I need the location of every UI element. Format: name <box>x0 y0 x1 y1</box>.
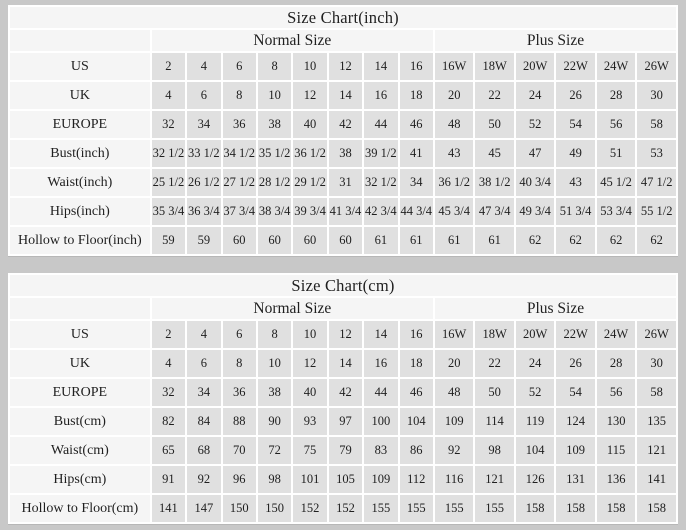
size-cell: 104 <box>400 408 433 435</box>
size-cell: 28 <box>597 82 635 109</box>
size-cell: 55 1/2 <box>637 198 676 225</box>
size-cell: 44 3/4 <box>400 198 433 225</box>
size-cell: 30 <box>637 350 676 377</box>
size-cell: 4 <box>187 53 220 80</box>
size-cell: 10 <box>293 53 326 80</box>
corner-cell <box>10 30 150 51</box>
size-cell: 75 <box>293 437 326 464</box>
table-row <box>10 169 676 196</box>
size-cell: 121 <box>637 437 676 464</box>
row-label: Bust(inch) <box>10 140 150 167</box>
size-cell: 47 1/2 <box>637 169 676 196</box>
size-cell: 114 <box>475 408 513 435</box>
size-cell: 141 <box>152 495 185 522</box>
size-cell: 14 <box>329 82 362 109</box>
table-row <box>10 379 676 406</box>
size-cell: 18W <box>475 53 513 80</box>
group-header-plus-size: Plus Size <box>435 30 676 51</box>
size-cell: 98 <box>258 466 291 493</box>
size-cell: 112 <box>400 466 433 493</box>
size-cell: 35 3/4 <box>152 198 185 225</box>
size-cell: 41 3/4 <box>329 198 362 225</box>
size-cell: 6 <box>187 350 220 377</box>
size-cell: 39 3/4 <box>293 198 326 225</box>
row-label: Waist(inch) <box>10 169 150 196</box>
size-cell: 16W <box>435 321 473 348</box>
size-cell: 12 <box>329 321 362 348</box>
size-cell: 48 <box>435 379 473 406</box>
size-cell: 20W <box>516 53 554 80</box>
size-cell: 27 1/2 <box>223 169 256 196</box>
size-cell: 16 <box>400 321 433 348</box>
row-label: Hips(cm) <box>10 466 150 493</box>
size-cell: 10 <box>293 321 326 348</box>
size-cell: 37 3/4 <box>223 198 256 225</box>
size-cell: 88 <box>223 408 256 435</box>
size-cell: 32 <box>152 111 185 138</box>
size-cell: 42 <box>329 111 362 138</box>
size-cell: 12 <box>293 350 326 377</box>
size-cell: 92 <box>187 466 220 493</box>
size-cell: 24W <box>597 53 635 80</box>
size-cell: 155 <box>435 495 473 522</box>
title-row <box>10 275 676 296</box>
table-row <box>10 408 676 435</box>
size-cell: 83 <box>364 437 397 464</box>
size-cell: 14 <box>364 321 397 348</box>
size-cell: 32 <box>152 379 185 406</box>
size-cell: 38 3/4 <box>258 198 291 225</box>
size-cell: 50 <box>475 111 513 138</box>
size-cell: 14 <box>364 53 397 80</box>
size-cell: 158 <box>597 495 635 522</box>
size-cell: 40 3/4 <box>516 169 554 196</box>
size-cell: 52 <box>516 379 554 406</box>
size-cell: 4 <box>152 82 185 109</box>
size-cell: 38 <box>329 140 362 167</box>
size-cell: 44 <box>364 111 397 138</box>
size-cell: 25 1/2 <box>152 169 185 196</box>
size-cell: 53 3/4 <box>597 198 635 225</box>
size-cell: 109 <box>364 466 397 493</box>
size-cell: 36 1/2 <box>435 169 473 196</box>
size-cell: 38 1/2 <box>475 169 513 196</box>
size-cell: 26 1/2 <box>187 169 220 196</box>
size-cell: 155 <box>475 495 513 522</box>
size-cell: 35 1/2 <box>258 140 291 167</box>
size-cell: 70 <box>223 437 256 464</box>
size-cell: 131 <box>556 466 594 493</box>
size-cell: 104 <box>516 437 554 464</box>
size-cell: 93 <box>293 408 326 435</box>
size-cell: 51 <box>597 140 635 167</box>
size-cell: 62 <box>637 227 676 254</box>
table-row <box>10 140 676 167</box>
size-cell: 8 <box>223 350 256 377</box>
size-cell: 34 <box>400 169 433 196</box>
group-header-normal-size: Normal Size <box>152 298 433 319</box>
row-label: Hollow to Floor(cm) <box>10 495 150 522</box>
size-cell: 40 <box>293 379 326 406</box>
size-cell: 32 1/2 <box>364 169 397 196</box>
size-cell: 61 <box>364 227 397 254</box>
size-cell: 8 <box>258 321 291 348</box>
size-cell: 12 <box>329 53 362 80</box>
size-cell: 26W <box>637 53 676 80</box>
size-cell: 20W <box>516 321 554 348</box>
row-label: UK <box>10 350 150 377</box>
size-cell: 6 <box>223 321 256 348</box>
size-cell: 96 <box>223 466 256 493</box>
size-cell: 10 <box>258 350 291 377</box>
table-row <box>10 111 676 138</box>
row-label: Bust(cm) <box>10 408 150 435</box>
size-cell: 8 <box>223 82 256 109</box>
size-cell: 44 <box>364 379 397 406</box>
corner-cell <box>10 298 150 319</box>
size-cell: 41 <box>400 140 433 167</box>
size-cell: 16 <box>400 53 433 80</box>
size-cell: 4 <box>187 321 220 348</box>
size-cell: 116 <box>435 466 473 493</box>
size-cell: 18 <box>400 350 433 377</box>
size-cell: 150 <box>223 495 256 522</box>
group-header-normal-size: Normal Size <box>152 30 433 51</box>
size-cell: 82 <box>152 408 185 435</box>
size-cell: 24W <box>597 321 635 348</box>
group-header-row <box>10 30 676 51</box>
size-cell: 26W <box>637 321 676 348</box>
size-cell: 34 1/2 <box>223 140 256 167</box>
size-cell: 54 <box>556 111 594 138</box>
size-cell: 91 <box>152 466 185 493</box>
size-cell: 136 <box>597 466 635 493</box>
size-cell: 61 <box>400 227 433 254</box>
size-cell: 24 <box>516 82 554 109</box>
size-cell: 34 <box>187 379 220 406</box>
size-cell: 20 <box>435 350 473 377</box>
size-cell: 150 <box>258 495 291 522</box>
size-cell: 61 <box>475 227 513 254</box>
size-cell: 152 <box>293 495 326 522</box>
size-cell: 22 <box>475 82 513 109</box>
size-cell: 61 <box>435 227 473 254</box>
size-cell: 115 <box>597 437 635 464</box>
title-row <box>10 7 676 28</box>
size-cell: 58 <box>637 111 676 138</box>
size-cell: 60 <box>223 227 256 254</box>
size-cell: 56 <box>597 111 635 138</box>
size-cell: 10 <box>258 82 291 109</box>
size-cell: 130 <box>597 408 635 435</box>
size-cell: 62 <box>556 227 594 254</box>
size-cell: 52 <box>516 111 554 138</box>
size-cell: 59 <box>152 227 185 254</box>
row-label: EUROPE <box>10 111 150 138</box>
table-row <box>10 82 676 109</box>
size-cell: 33 1/2 <box>187 140 220 167</box>
size-cell: 16 <box>364 350 397 377</box>
size-cell: 43 <box>435 140 473 167</box>
size-cell: 40 <box>293 111 326 138</box>
size-cell: 50 <box>475 379 513 406</box>
size-cell: 42 3/4 <box>364 198 397 225</box>
size-cell: 12 <box>293 82 326 109</box>
size-cell: 38 <box>258 379 291 406</box>
size-cell: 155 <box>364 495 397 522</box>
size-chart-cm-table <box>8 273 678 524</box>
size-cell: 2 <box>152 53 185 80</box>
group-header-row <box>10 298 676 319</box>
size-cell: 43 <box>556 169 594 196</box>
size-cell: 28 <box>597 350 635 377</box>
size-cell: 47 3/4 <box>475 198 513 225</box>
size-cell: 6 <box>223 53 256 80</box>
size-cell: 68 <box>187 437 220 464</box>
size-cell: 72 <box>258 437 291 464</box>
table-row <box>10 321 676 348</box>
size-cell: 101 <box>293 466 326 493</box>
size-cell: 29 1/2 <box>293 169 326 196</box>
size-cell: 100 <box>364 408 397 435</box>
size-cell: 34 <box>187 111 220 138</box>
table-row <box>10 466 676 493</box>
size-cell: 46 <box>400 111 433 138</box>
size-cell: 158 <box>637 495 676 522</box>
size-cell: 126 <box>516 466 554 493</box>
size-cell: 36 1/2 <box>293 140 326 167</box>
size-cell: 141 <box>637 466 676 493</box>
size-cell: 65 <box>152 437 185 464</box>
size-cell: 16 <box>364 82 397 109</box>
size-cell: 158 <box>556 495 594 522</box>
table-title-cm: Size Chart(cm) <box>10 275 676 296</box>
size-cell: 22W <box>556 321 594 348</box>
size-cell: 22 <box>475 350 513 377</box>
size-cell: 109 <box>435 408 473 435</box>
size-cell: 22W <box>556 53 594 80</box>
size-cell: 53 <box>637 140 676 167</box>
size-cell: 58 <box>637 379 676 406</box>
size-cell: 31 <box>329 169 362 196</box>
size-cell: 39 1/2 <box>364 140 397 167</box>
row-label: Hips(inch) <box>10 198 150 225</box>
size-cell: 32 1/2 <box>152 140 185 167</box>
size-cell: 18W <box>475 321 513 348</box>
size-cell: 42 <box>329 379 362 406</box>
size-cell: 45 <box>475 140 513 167</box>
size-cell: 59 <box>187 227 220 254</box>
size-cell: 24 <box>516 350 554 377</box>
size-cell: 45 1/2 <box>597 169 635 196</box>
size-cell: 16W <box>435 53 473 80</box>
size-cell: 56 <box>597 379 635 406</box>
size-cell: 48 <box>435 111 473 138</box>
size-cell: 54 <box>556 379 594 406</box>
size-cell: 30 <box>637 82 676 109</box>
size-cell: 60 <box>293 227 326 254</box>
row-label: EUROPE <box>10 379 150 406</box>
size-cell: 26 <box>556 82 594 109</box>
size-cell: 18 <box>400 82 433 109</box>
size-cell: 155 <box>400 495 433 522</box>
size-chart-inch-table <box>8 5 678 256</box>
size-cell: 47 <box>516 140 554 167</box>
row-label: US <box>10 53 150 80</box>
size-cell: 135 <box>637 408 676 435</box>
row-label: Hollow to Floor(inch) <box>10 227 150 254</box>
table-row <box>10 53 676 80</box>
size-cell: 28 1/2 <box>258 169 291 196</box>
size-cell: 62 <box>597 227 635 254</box>
size-cell: 60 <box>329 227 362 254</box>
size-cell: 36 <box>223 111 256 138</box>
size-cell: 98 <box>475 437 513 464</box>
size-cell: 45 3/4 <box>435 198 473 225</box>
size-cell: 124 <box>556 408 594 435</box>
table-row <box>10 437 676 464</box>
size-cell: 79 <box>329 437 362 464</box>
size-cell: 14 <box>329 350 362 377</box>
size-cell: 121 <box>475 466 513 493</box>
table-row <box>10 198 676 225</box>
size-cell: 46 <box>400 379 433 406</box>
table-row <box>10 227 676 254</box>
size-cell: 38 <box>258 111 291 138</box>
size-cell: 49 <box>556 140 594 167</box>
row-label: Waist(cm) <box>10 437 150 464</box>
group-header-plus-size: Plus Size <box>435 298 676 319</box>
size-cell: 2 <box>152 321 185 348</box>
size-cell: 105 <box>329 466 362 493</box>
size-cell: 158 <box>516 495 554 522</box>
size-cell: 49 3/4 <box>516 198 554 225</box>
size-cell: 36 <box>223 379 256 406</box>
row-label: UK <box>10 82 150 109</box>
table-title-inch: Size Chart(inch) <box>10 7 676 28</box>
size-cell: 62 <box>516 227 554 254</box>
size-cell: 4 <box>152 350 185 377</box>
size-cell: 84 <box>187 408 220 435</box>
row-label: US <box>10 321 150 348</box>
size-cell: 6 <box>187 82 220 109</box>
table-row <box>10 495 676 522</box>
size-cell: 90 <box>258 408 291 435</box>
size-cell: 152 <box>329 495 362 522</box>
size-cell: 8 <box>258 53 291 80</box>
size-cell: 97 <box>329 408 362 435</box>
table-row <box>10 350 676 377</box>
size-cell: 51 3/4 <box>556 198 594 225</box>
size-cell: 119 <box>516 408 554 435</box>
size-cell: 20 <box>435 82 473 109</box>
size-cell: 92 <box>435 437 473 464</box>
size-cell: 26 <box>556 350 594 377</box>
size-cell: 86 <box>400 437 433 464</box>
size-cell: 36 3/4 <box>187 198 220 225</box>
size-cell: 60 <box>258 227 291 254</box>
size-cell: 147 <box>187 495 220 522</box>
size-cell: 109 <box>556 437 594 464</box>
